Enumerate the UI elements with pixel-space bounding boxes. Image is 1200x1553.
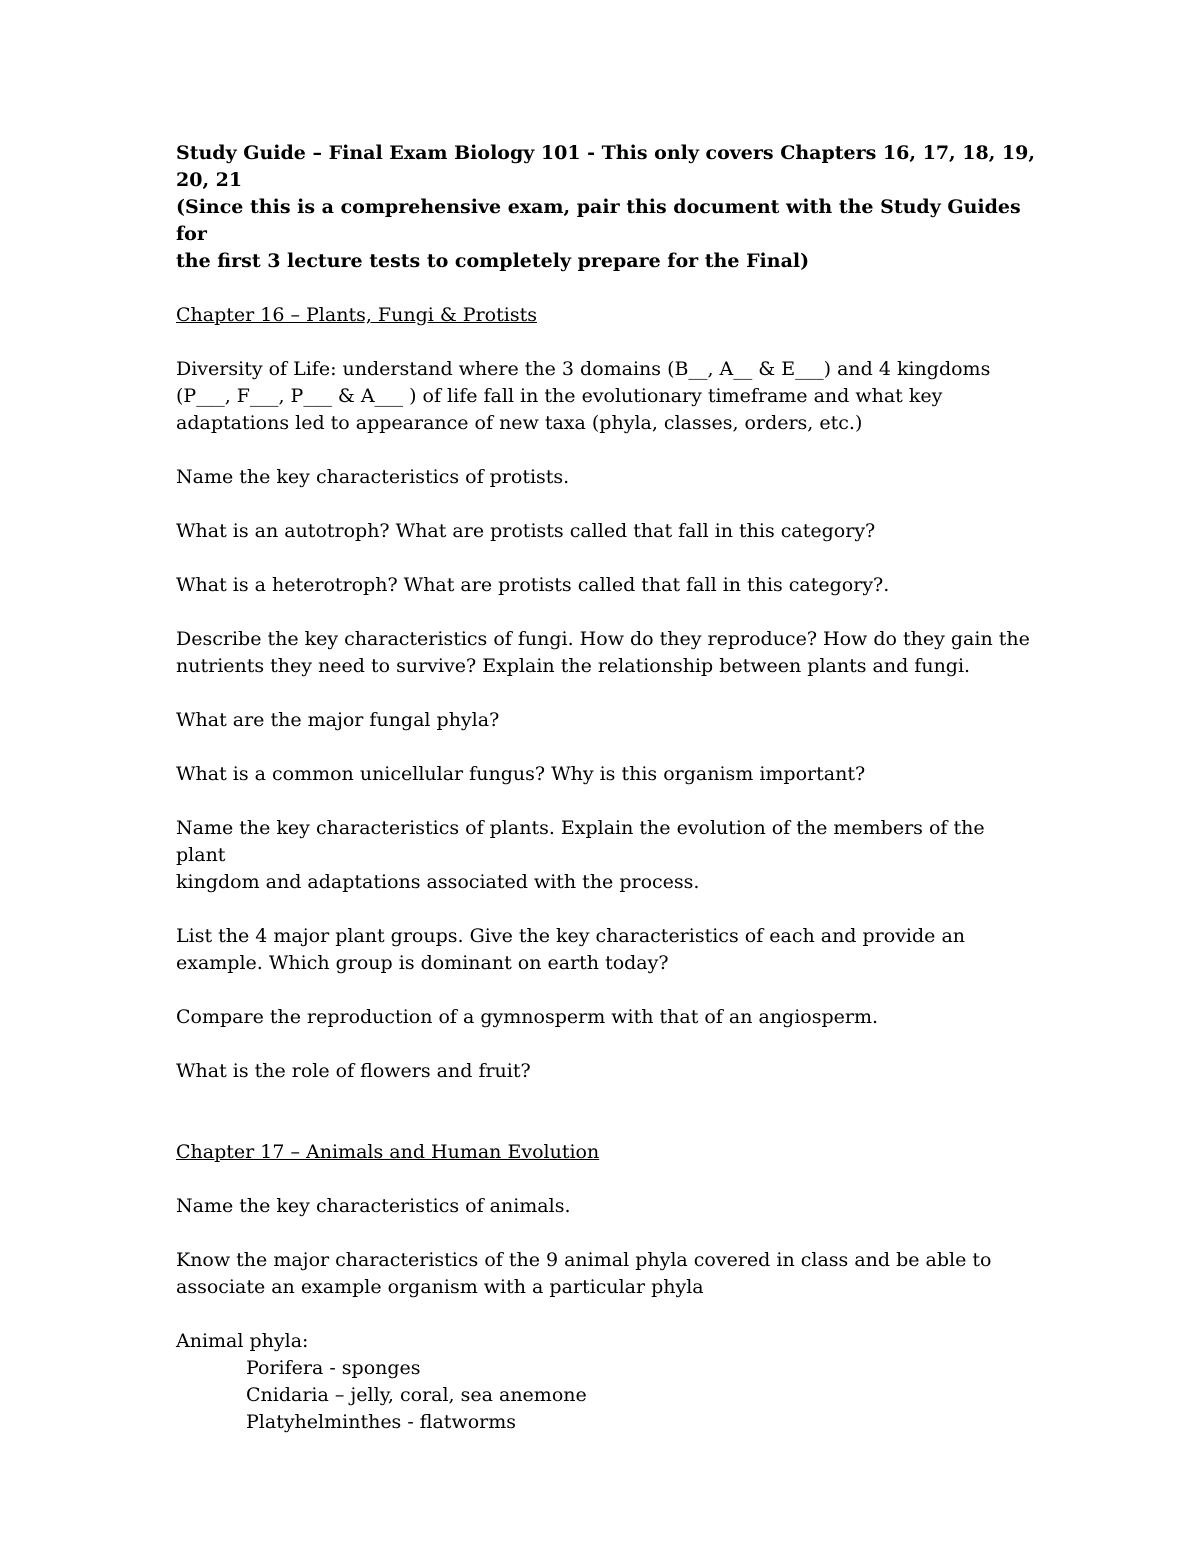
ch16-item-diversity	[176, 356, 1036, 437]
ch16-item-flowers	[176, 1058, 1036, 1085]
text-line: adaptations led to appearance of new taxa (phyla, classes, orders, etc.)	[176, 412, 863, 434]
ch16-item-protists	[176, 464, 1036, 491]
animal-phyla-list	[176, 1328, 1036, 1436]
text-line: What is the role of flowers and fruit?	[176, 1060, 531, 1082]
ch16-item-unicellular-fungus	[176, 761, 1036, 788]
text-line: What is a common unicellular fungus? Why is this organism important?	[176, 763, 866, 785]
text-line: Compare the reproduction of a gymnosperm with that of an angiosperm.	[176, 1006, 879, 1028]
document-title-line-1: Study Guide – Final Exam Biology 101 - This only covers Chapters 16, 17, 18, 19,	[176, 142, 1035, 164]
text-line: associate an example organism with a particular phyla	[176, 1276, 704, 1298]
text-line: Name the key characteristics of plants. Explain the evolution of the members of the plant	[176, 817, 985, 866]
ch17-item-animals	[176, 1193, 1036, 1220]
ch16-item-plant-groups	[176, 923, 1036, 977]
ch17-item-phyla	[176, 1247, 1036, 1301]
text-line: What is an autotroph? What are protists called that fall in this category?	[176, 520, 876, 542]
text-line: Name the key characteristics of animals.	[176, 1195, 571, 1217]
text-line: kingdom and adaptations associated with the process.	[176, 871, 700, 893]
ch16-item-heterotroph	[176, 572, 1036, 599]
chapter-17-heading: Chapter 17 – Animals and Human Evolution	[176, 1141, 600, 1163]
document-subtitle-line-1: (Since this is a comprehensive exam, pair this document with the Study Guides for	[176, 196, 1021, 245]
ch16-item-plants	[176, 815, 1036, 896]
phylum-item: Platyhelminthes - flatworms	[246, 1411, 516, 1433]
ch16-item-fungi	[176, 626, 1036, 680]
phylum-item: Porifera - sponges	[246, 1357, 421, 1379]
text-line: Know the major characteristics of the 9 animal phyla covered in class and be able to	[176, 1249, 992, 1271]
text-line: nutrients they need to survive? Explain the relationship between plants and fungi.	[176, 655, 971, 677]
text-line: What are the major fungal phyla?	[176, 709, 500, 731]
phylum-item: Cnidaria – jelly, coral, sea anemone	[246, 1384, 587, 1406]
text-line: Name the key characteristics of protists.	[176, 466, 570, 488]
document-title-line-2: 20, 21	[176, 169, 243, 191]
text-line: Diversity of Life: understand where the 3 domains (B__, A__ & E___) and 4 kingdoms	[176, 358, 991, 380]
animal-phyla-label: Animal phyla:	[176, 1330, 309, 1352]
text-line: What is a heterotroph? What are protists called that fall in this category?.	[176, 574, 890, 596]
text-line: example. Which group is dominant on earth today?	[176, 952, 669, 974]
ch16-item-fungal-phyla	[176, 707, 1036, 734]
document-subtitle-line-2: the first 3 lecture tests to completely prepare for the Final)	[176, 250, 810, 272]
text-line: List the 4 major plant groups. Give the key characteristics of each and provide an	[176, 925, 966, 947]
text-line: Describe the key characteristics of fungi. How do they reproduce? How do they gain the	[176, 628, 1030, 650]
chapter-16-heading: Chapter 16 – Plants, Fungi & Protists	[176, 304, 537, 326]
ch16-item-autotroph	[176, 518, 1036, 545]
text-line: (P___, F___, P___ & A___ ) of life fall in the evolutionary timeframe and what key	[176, 385, 943, 407]
ch16-item-reproduction	[176, 1004, 1036, 1031]
document-page	[176, 140, 1036, 1436]
